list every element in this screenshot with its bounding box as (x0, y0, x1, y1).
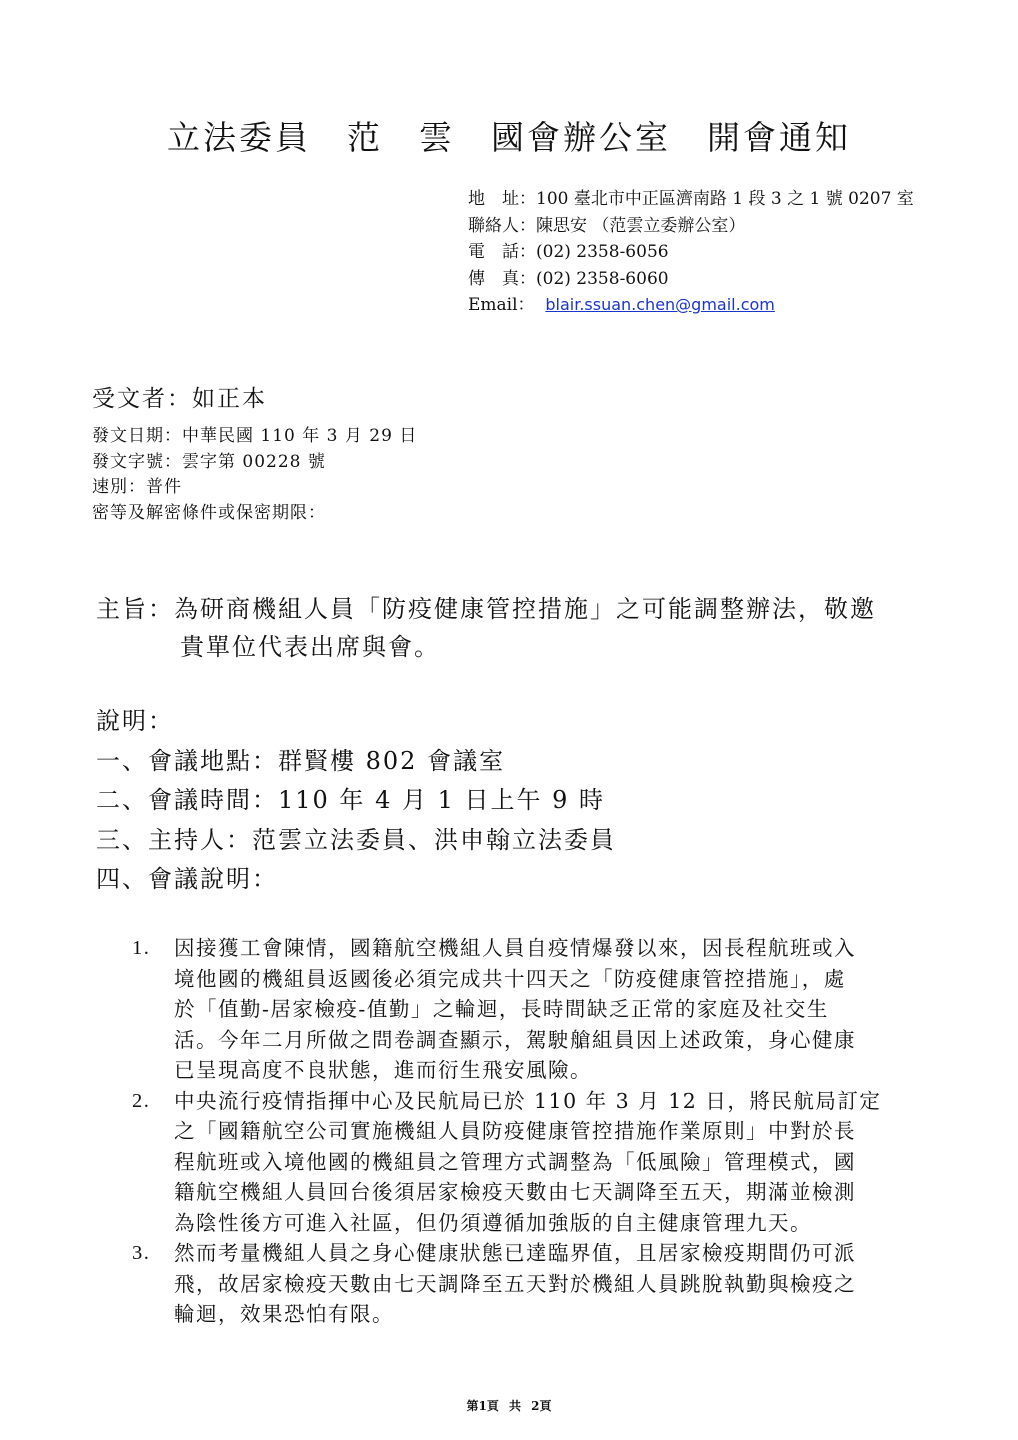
note-number: 2. (132, 1089, 151, 1112)
note-line: 境他國的機組員返國後必須完成共十四天之「防疫健康管控措施」，處 (174, 966, 846, 991)
page-footer: 第1頁 共 2頁 (466, 1399, 552, 1413)
description-item: 二、會議時間：110 年 4 月 1 日上午 9 時 (96, 786, 606, 814)
note-line: 於「值勤-居家檢疫-值勤」之輪迴，長時間缺乏正常的家庭及社交生 (174, 997, 829, 1021)
note-line: 之「國籍航空公司實施機組人員防疫健康管控措施作業原則」中對於長 (174, 1119, 856, 1143)
note-number: 3. (132, 1242, 151, 1264)
note-line: 籍航空機組人員回台後須居家檢疫天數由七天調降至五天，期滿並檢測 (174, 1180, 856, 1204)
recipient: 受文者：如正本 (92, 386, 267, 412)
issue-date: 發文日期：中華民國 110 年 3 月 29 日 (92, 426, 418, 446)
description-item: 一、會議地點：群賢樓 802 會議室 (96, 746, 506, 775)
note-line: 因接獲工會陳情，國籍航空機組人員自疫情爆發以來，因長程航班或入 (174, 936, 856, 960)
email-label: Email： (468, 295, 535, 315)
note-line: 輪迴，效果恐怕有限。 (174, 1302, 394, 1326)
email-link[interactable]: blair.ssuan.chen@gmail.com (545, 295, 775, 314)
priority: 速別：普件 (92, 477, 182, 497)
subject-line: 主旨：為研商機組人員「防疫健康管控措施」之可能調整辦法，敬邀 (96, 595, 876, 623)
document-meta (92, 424, 417, 526)
note-line: 為陰性後方可進入社區，但仍須遵循加強版的自主健康管理九天。 (174, 1210, 812, 1235)
note-line: 飛，故居家檢疫天數由七天調降至五天對於機組人員跳脫執勤與檢疫之 (174, 1271, 856, 1296)
note-item (132, 1238, 932, 1330)
contact-fax: 傳 真：(02) 2358-6060 (468, 268, 669, 289)
note-line: 中央流行疫情指揮中心及民航局已於 110 年 3 月 12 日，將民航局訂定 (174, 1088, 882, 1113)
note-line: 然而考量機組人員之身心健康狀態已達臨界值，且居家檢疫期間仍可派 (174, 1241, 856, 1265)
note-line: 已呈現高度不良狀態，進而衍生飛安風險。 (174, 1058, 592, 1082)
note-line: 程航班或入境他國的機組員之管理方式調整為「低風險」管理模式，國 (174, 1149, 856, 1174)
document-number: 發文字號：雲字第 00228 號 (92, 451, 326, 472)
note-line: 活。今年二月所做之問卷調查顯示，駕駛艙組員因上述政策，身心健康 (174, 1027, 856, 1052)
contact-person: 聯絡人：陳思安 （范雲立委辦公室） (468, 215, 746, 236)
contact-address: 地 址：100 臺北市中正區濟南路 1 段 3 之 1 號 0207 室 (468, 189, 914, 209)
confidentiality: 密等及解密條件或保密期限： (92, 502, 326, 523)
contact-phone: 電 話：(02) 2358-6056 (468, 242, 669, 262)
page-title: 立法委員 范 雲 國會辦公室 開會通知 (167, 118, 851, 157)
note-number: 1. (132, 937, 151, 959)
description (96, 702, 616, 900)
subject (96, 590, 876, 666)
meeting-notes (132, 933, 932, 1330)
note-item (132, 1086, 932, 1239)
note-item (132, 933, 932, 1086)
description-heading: 說明： (96, 707, 174, 735)
description-item: 三、主持人：范雲立法委員、洪申翰立法委員 (96, 825, 616, 854)
subject-line: 貴單位代表出席與會。 (180, 633, 440, 661)
contact-email-row (468, 292, 914, 319)
description-item: 四、會議說明： (96, 865, 278, 893)
contact-block (468, 186, 914, 319)
